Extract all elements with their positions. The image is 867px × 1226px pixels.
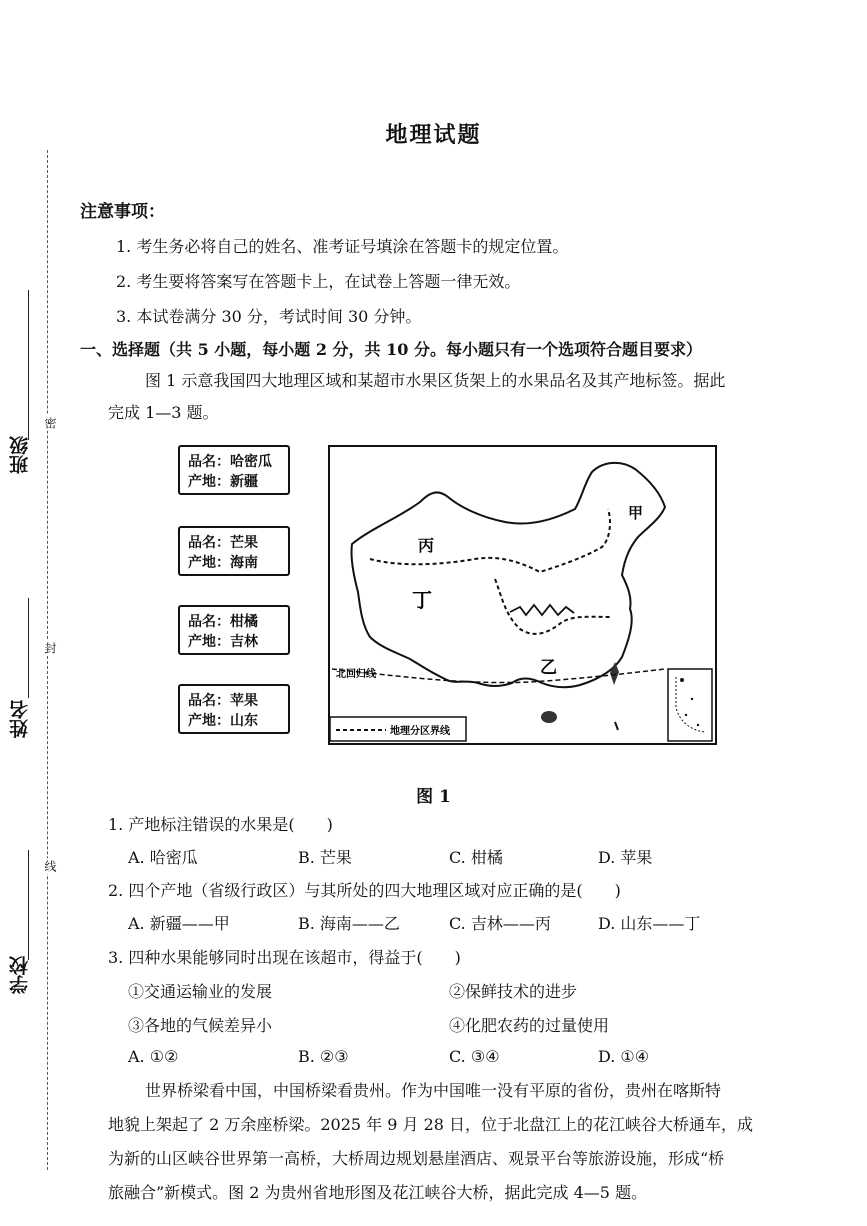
hainan-island [541, 711, 557, 723]
fruit-name-row: 品名：苹果 [188, 693, 258, 709]
notice-heading: 注意事项： [80, 202, 165, 222]
inset-dot [680, 678, 684, 682]
q2-option-d[interactable]: D. 山东——丁 [598, 914, 701, 933]
q1-option-c[interactable]: C. 柑橘 [449, 848, 503, 867]
q3-option-a[interactable]: A. ①② [128, 1047, 179, 1066]
fruit-name-row: 品名：哈密瓜 [188, 454, 272, 470]
passage-line-1: 世界桥梁看中国，中国桥梁看贵州。作为中国唯一没有平原的省份，贵州在喀斯特 [145, 1081, 722, 1100]
fruit-origin-row: 产地：山东 [188, 713, 258, 729]
region-label-ding: 丁 [412, 588, 432, 612]
inset-dot [691, 698, 693, 700]
qinling-boundary [510, 605, 574, 615]
section-heading: 一、选择题（共 5 小题，每小题 2 分，共 10 分。每小题只有一个选项符合题目要求） [80, 340, 702, 359]
name-blank[interactable] [28, 598, 29, 698]
question-2-stem: 2. 四个产地（省级行政区）与其所处的四大地理区域对应正确的是( ) [108, 881, 621, 900]
passage-line-3: 为新的山区峡谷世界第一高桥，大桥周边规划悬崖酒店、观景平台等旅游设施，形成“桥 [108, 1149, 725, 1168]
seal-line [47, 150, 48, 1170]
fruit-origin-row: 产地：吉林 [188, 634, 258, 650]
figure-caption: 图 1 [416, 787, 451, 807]
fruit-name-row: 品名：柑橘 [188, 614, 258, 630]
notice-item-2: 2. 考生要将答案写在答题卡上，在试卷上答题一律无效。 [116, 272, 521, 291]
fruit-origin-row: 产地：新疆 [188, 474, 258, 490]
taiwan-island [610, 662, 619, 685]
legend-text: 地理分区界线 [390, 726, 450, 737]
fruit-origin-row: 产地：海南 [188, 555, 258, 571]
school-field-label: 学校 [9, 956, 31, 994]
question-1-stem: 1. 产地标注错误的水果是( ) [108, 815, 333, 834]
seal-word-mi: 密 [43, 417, 57, 429]
q1-option-b[interactable]: B. 芒果 [298, 848, 352, 867]
region-label-bing: 丙 [418, 536, 435, 555]
china-regions-map [328, 445, 717, 745]
tropic-label: 北回归线 [336, 669, 376, 680]
passage-line-2: 地貌上架起了 2 万余座桥梁。2025 年 9 月 28 日，位于北盘江上的花江峡谷大桥通车，成 [108, 1115, 754, 1134]
inset-dot [697, 724, 699, 726]
china-outline [351, 463, 665, 687]
name-field-label: 姓名 [9, 700, 31, 738]
intro-line-1: 图 1 示意我国四大地理区域和某超市水果区货架上的水果品名及其产地标签。据此 [145, 371, 726, 390]
q1-option-a[interactable]: A. 哈密瓜 [128, 848, 198, 867]
q3-choice-4: ④化肥农药的过量使用 [449, 1016, 610, 1035]
q2-option-a[interactable]: A. 新疆——甲 [128, 914, 230, 933]
inset-dot [685, 714, 687, 716]
q3-choice-3: ③各地的气候差异小 [128, 1016, 273, 1035]
south-china-sea-inset [668, 669, 712, 741]
seal-word-feng: 封 [43, 642, 57, 654]
fruit-label-2 [178, 526, 290, 576]
seal-word-xian: 线 [43, 860, 57, 872]
island-mark [615, 722, 618, 730]
class-blank[interactable] [28, 290, 29, 440]
intro-line-2: 完成 1—3 题。 [108, 403, 219, 422]
notice-item-3: 3. 本试卷满分 30 分，考试时间 30 分钟。 [116, 307, 422, 326]
fruit-name-row: 品名：芒果 [188, 535, 258, 551]
region-label-jia: 甲 [628, 504, 644, 522]
page-title: 地理试题 [385, 122, 482, 148]
q3-choice-2: ②保鲜技术的进步 [449, 982, 578, 1001]
fruit-label-3 [178, 605, 290, 655]
q2-option-b[interactable]: B. 海南——乙 [298, 914, 400, 933]
passage-line-4: 旅融合”新模式。图 2 为贵州省地形图及花江峡谷大桥，据此完成 4—5 题。 [108, 1183, 648, 1202]
q3-choice-1: ①交通运输业的发展 [128, 982, 273, 1001]
q2-option-c[interactable]: C. 吉林——丙 [449, 914, 551, 933]
region-label-yi: 乙 [540, 658, 557, 678]
region-boundary-south [495, 579, 612, 634]
q1-option-d[interactable]: D. 苹果 [598, 848, 653, 867]
class-field-label: 班级 [9, 436, 31, 474]
map-svg [330, 447, 715, 743]
q3-option-d[interactable]: D. ①④ [598, 1047, 650, 1066]
fruit-label-4 [178, 684, 290, 734]
q3-option-b[interactable]: B. ②③ [298, 1047, 349, 1066]
school-blank[interactable] [28, 850, 29, 960]
notice-item-1: 1. 考生务必将自己的姓名、准考证号填涂在答题卡的规定位置。 [116, 237, 569, 256]
question-3-stem: 3. 四种水果能够同时出现在该超市，得益于( ) [108, 948, 461, 967]
q3-option-c[interactable]: C. ③④ [449, 1047, 500, 1066]
fruit-label-1 [178, 445, 290, 495]
